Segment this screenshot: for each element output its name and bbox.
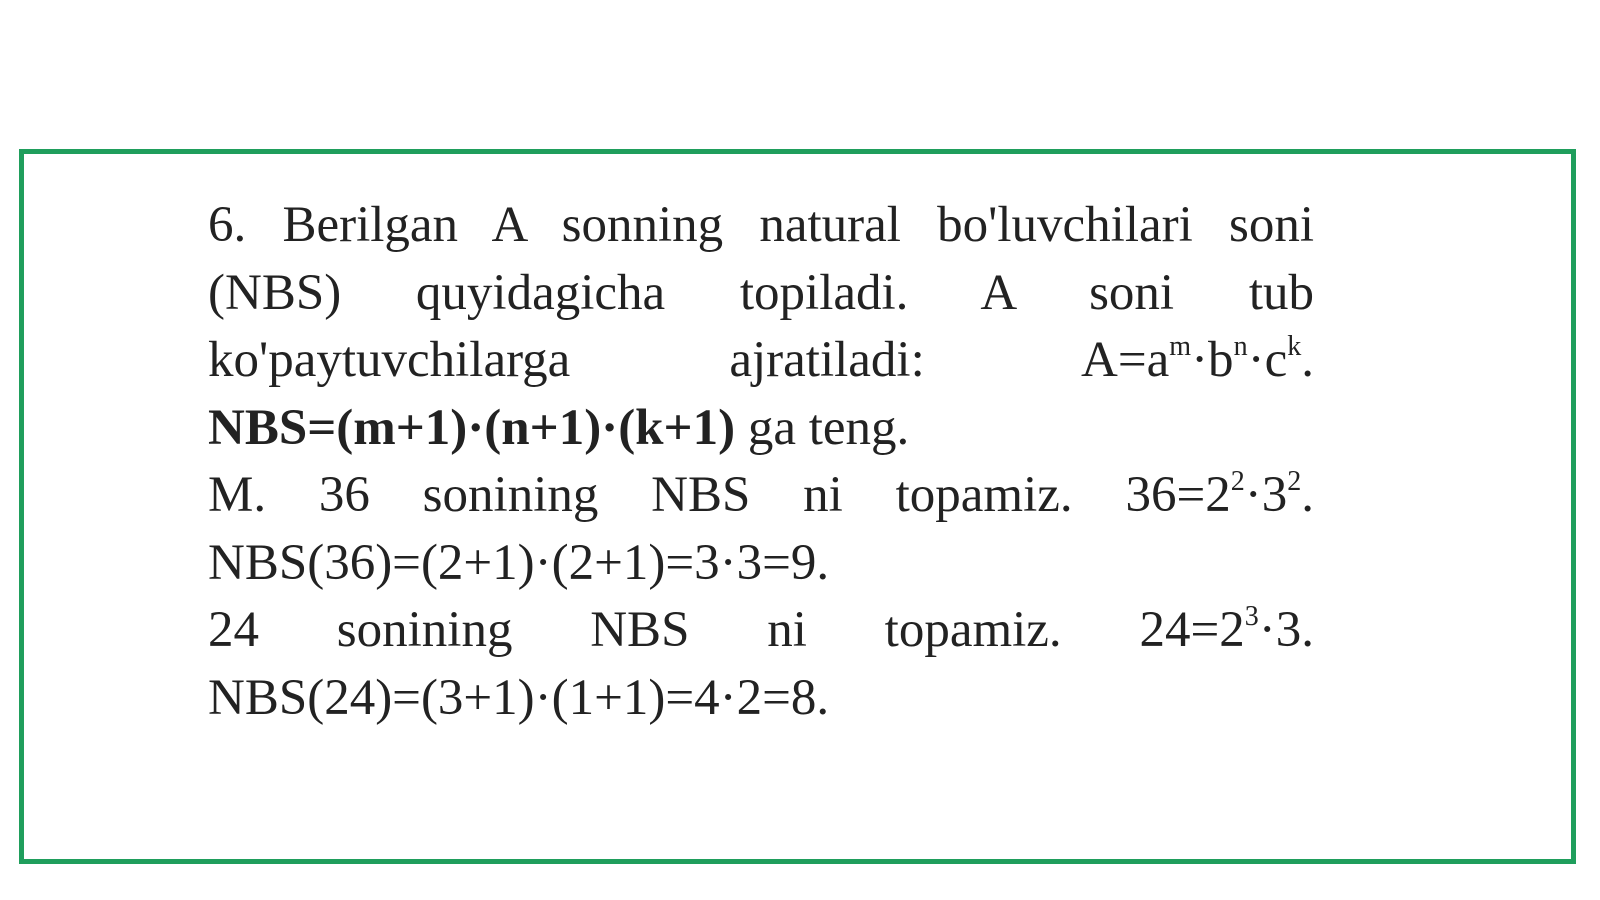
text-block	[208, 192, 1314, 732]
text-line-3	[208, 327, 1314, 395]
exponent-m: m	[1169, 330, 1192, 362]
formula-part: ·b	[1191, 332, 1234, 388]
formula-24-factorization	[1139, 602, 1314, 658]
word-ajratiladi: ajratiladi:	[729, 332, 925, 388]
text-line-4	[208, 395, 1314, 463]
formula-part: ·3.	[1258, 602, 1314, 658]
exponent: 3	[1244, 600, 1259, 632]
formula-part: .	[1301, 467, 1314, 523]
example-36-intro: M. 36 sonining NBS ni topamiz.	[208, 467, 1073, 523]
formula-part: 36=2	[1125, 467, 1231, 523]
example-24-intro: 24 sonining NBS ni topamiz.	[208, 602, 1062, 658]
exponent-k: k	[1287, 330, 1302, 362]
formula-part: ·3	[1244, 467, 1288, 523]
formula-part: 24=2	[1139, 602, 1245, 658]
formula-prime-factorization	[1081, 332, 1314, 388]
formula-36-factorization	[1125, 467, 1314, 523]
nbs-formula: NBS=(m+1)·(n+1)·(k+1)	[208, 399, 736, 456]
exponent: 2	[1230, 465, 1245, 497]
exponent-n: n	[1233, 330, 1248, 362]
text-line-7	[208, 597, 1314, 665]
text-line-1: 6. Berilgan A sonning natural bo'luvchilari soni	[208, 197, 1314, 253]
word-kopaytuvchilarga: ko'paytuvchilarga	[208, 332, 571, 388]
exponent: 2	[1287, 465, 1302, 497]
formula-part: A=a	[1081, 332, 1170, 388]
text-ga-teng: ga teng.	[735, 399, 910, 456]
text-line-6: NBS(36)=(2+1)·(2+1)=3·3=9.	[208, 534, 830, 591]
formula-part: ·c	[1247, 332, 1288, 388]
text-line-2: (NBS) quyidagicha topiladi. A soni tub	[208, 264, 1314, 321]
text-line-8: NBS(24)=(3+1)·(1+1)=4·2=8.	[208, 669, 830, 726]
formula-part: .	[1301, 332, 1314, 388]
text-line-5	[208, 462, 1314, 530]
